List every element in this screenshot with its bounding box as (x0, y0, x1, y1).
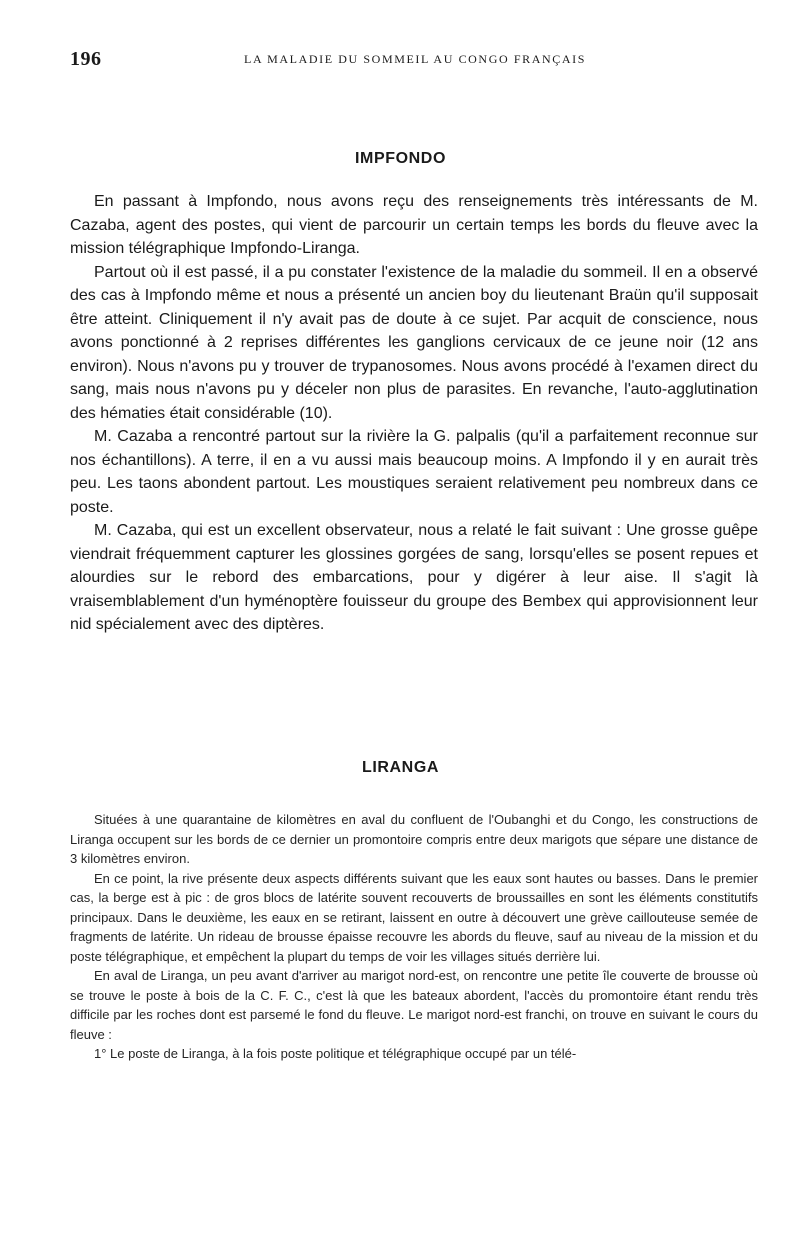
paragraph: En aval de Liranga, un peu avant d'arriver au marigot nord-est, on rencontre une petite île couverte de brousse où se trouve le poste à bois de la C. F. C., c'est là que les bateaux abordent, l'accès du promontoire étant rendu très difficile par les roches dont est parsemé le fond du fleuve. Le marigot nord-est franchi, on trouve en suivant le cours du fleuve : (70, 968, 758, 1042)
paragraph: En passant à Impfondo, nous avons reçu des renseignements très intéressants de M. Cazaba, agent des postes, qui vient de parcourir un certain temps les bords du fleuve avec la mission télégraphique Impfondo-Liranga. (70, 193, 758, 257)
page-number: 196 (70, 48, 102, 70)
section-heading-liranga: LIRANGA (361, 759, 440, 776)
section-body-liranga (70, 810, 758, 1064)
paragraph: Partout où il est passé, il a pu constater l'existence de la maladie du sommeil. Il en a observé des cas à Impfondo même et nous a présenté un ancien boy du lieutenant Braün qu'il supposait être atteint. Cliniquement il n'y avait pas de doute à ce sujet. Par acquit de conscience, nous avons ponctionné à 2 reprises différentes les ganglions cervicaux de ce jeune noir (12 ans environ). Nous n'avons pu y trouver de trypanosomes. Nous avons procédé à l'examen direct du sang, mais nous n'avons pu y déceler non plus de parasites. En revanche, l'auto-agglutination des hématies était considérable (10). (70, 263, 758, 422)
paragraph: En ce point, la rive présente deux aspects différents suivant que les eaux sont hautes ou basses. Dans le premier cas, la berge est à pic : de gros blocs de latérite souvent recouverts de broussailles en sont les éléments constitutifs principaux. Dans le deuxième, les eaux en se retirant, laissent en outre à découvert une grève caillouteuse semée de fragments de latérite. Un rideau de brousse épaisse recouvre les abords du fleuve, sauf au niveau de la mission et du poste télégraphique, et empêchent la plupart du temps de voir les villages situés derrière lui. (70, 870, 758, 964)
running-head (70, 48, 760, 74)
paragraph: M. Cazaba, qui est un excellent observateur, nous a relaté le fait suivant : Une grosse guêpe viendrait fréquemment capturer les glossines gorgées de sang, lorsqu'elles se posent repues et alourdies sur le rebord des embarcations, pour y digérer à leur aise. Il s'agit là vraisemblablement d'un hyménoptère fouisseur du groupe des Bembex qui approvisionnent leur nid spécialement avec des diptères. (70, 522, 758, 633)
section-heading-impfondo: IMPFONDO (354, 150, 447, 167)
paragraph: M. Cazaba a rencontré partout sur la rivière la G. palpalis (qu'il a parfaitement reconnue sur nos échantillons). A terre, il en a vu aussi mais beaucoup moins. A Impfondo il y en aurait très peu. Les taons abondent partout. Les moustiques seraient relativement peu nombreux dans ce poste. (70, 428, 758, 516)
section-body-impfondo (70, 190, 758, 637)
paragraph: 1° Le poste de Liranga, à la fois poste politique et télégraphique occupé par un télé- (94, 1046, 577, 1061)
running-title: LA MALADIE DU SOMMEIL AU CONGO FRANÇAIS (244, 52, 586, 66)
paragraph: Situées à une quarantaine de kilomètres en aval du confluent de l'Oubanghi et du Congo, les constructions de Liranga occupent sur les bords de ce dernier un promontoire compris entre deux marigots que sépare une distance de 3 kilomètres environ. (70, 812, 758, 866)
